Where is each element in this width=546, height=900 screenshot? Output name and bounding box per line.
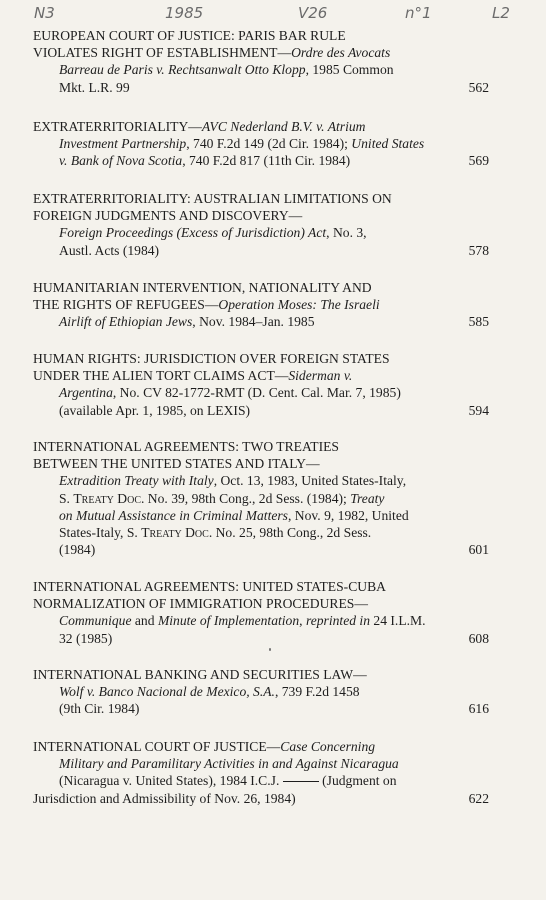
document-name: Communique: [59, 613, 132, 629]
entry-title: HUMANITARIAN INTERVENTION, NATIONALITY AND: [33, 280, 372, 295]
page-number: 601: [468, 542, 489, 558]
page-number: 594: [468, 402, 489, 418]
toc-entry[interactable]: [33, 438, 489, 558]
citation: No. 39, 98th Cong., 2d Sess. (1984);: [144, 490, 351, 506]
case-name: Military and Paramilitary Activities in and Against Nicaragua: [59, 756, 399, 772]
citation: 32 (1985): [59, 630, 113, 646]
citation: (Nicaragua v. United States), 1984 I.C.J.: [59, 773, 283, 789]
citation: S.: [59, 490, 74, 506]
case-name: Airlift of Ethiopian Jews: [59, 314, 193, 330]
toc-entry[interactable]: [33, 279, 489, 331]
citation: , 739 F.2d 1458: [274, 684, 360, 700]
toc-entry[interactable]: [33, 190, 489, 259]
handwritten-note: N3: [34, 4, 55, 22]
citation: States-Italy, S.: [59, 525, 142, 541]
case-name: v. Bank of Nova Scotia: [59, 153, 183, 169]
entry-title: NORMALIZATION OF IMMIGRATION PROCEDURES—: [33, 596, 368, 612]
entry-title: INTERNATIONAL AGREEMENTS: TWO TREATIES: [33, 439, 339, 454]
toc-entry[interactable]: [33, 738, 489, 807]
entry-title: HUMAN RIGHTS: JURISDICTION OVER FOREIGN STATES: [33, 351, 390, 366]
citation: , Nov. 9, 1982, United: [287, 507, 409, 523]
case-name: Barreau de Paris v. Rechtsanwalt Otto Klopp: [59, 62, 306, 78]
page-number: 585: [468, 314, 489, 330]
citation: Mkt. L.R. 99: [59, 79, 130, 95]
entry-title: EUROPEAN COURT OF JUSTICE: PARIS BAR RULE: [33, 28, 346, 43]
entry-title: EXTRATERRITORIALITY—: [33, 119, 202, 134]
toc-entry[interactable]: [33, 350, 489, 419]
citation: , 740 F.2d 149 (2d Cir. 1984);: [186, 136, 352, 152]
entry-title: THE RIGHTS OF REFUGEES—: [33, 297, 219, 313]
case-name: Investment Partnership: [59, 136, 187, 152]
page-number: 616: [468, 701, 489, 717]
page-number: 562: [468, 79, 489, 95]
case-name: Operation Moses: The Israeli: [218, 297, 380, 313]
statute-name: Foreign Proceedings (Excess of Jurisdiction) Act: [59, 225, 327, 241]
entry-title: VIOLATES RIGHT OF ESTABLISHMENT—: [33, 45, 292, 61]
page-number: 569: [468, 153, 489, 169]
handwritten-note: V26: [298, 4, 328, 22]
citation: , No. CV 82-1772-RMT (D. Cent. Cal. Mar. 7, 1985): [112, 385, 401, 401]
citation: , 1985 Common: [305, 62, 394, 78]
citation: Treaty Doc.: [141, 525, 213, 541]
case-name: Siderman v.: [288, 368, 353, 384]
citation: (1984): [59, 542, 96, 558]
citation-blank-line: [283, 781, 319, 782]
toc-entry[interactable]: [33, 27, 489, 96]
citation: and: [131, 613, 158, 629]
case-name: Argentina: [59, 385, 113, 401]
entry-title: INTERNATIONAL AGREEMENTS: UNITED STATES-CUBA: [33, 579, 386, 594]
treaty-name: Extradition Treaty with Italy: [59, 473, 214, 489]
toc-entry[interactable]: [33, 578, 489, 647]
citation: ,: [299, 613, 306, 629]
citation: , 740 F.2d 817 (11th Cir. 1984): [182, 153, 351, 169]
entry-title: UNDER THE ALIEN TORT CLAIMS ACT—: [33, 368, 289, 384]
citation: No. 25, 98th Cong., 2d Sess.: [212, 525, 372, 541]
case-name: AVC Nederland B.V. v. Atrium: [201, 119, 366, 134]
citation: , Oct. 13, 1983, United States-Italy,: [213, 473, 407, 489]
citation: 24 I.L.M.: [370, 613, 426, 629]
handwritten-annotations: [0, 2, 546, 28]
document-name: Minute of Implementation: [157, 613, 300, 629]
citation: , No. 3,: [326, 225, 367, 241]
citation: Treaty Doc.: [73, 490, 145, 506]
page-number: 578: [468, 242, 489, 258]
handwritten-note: L2: [492, 4, 510, 22]
case-name: Ordre des Avocats: [291, 45, 391, 61]
handwritten-note: n°1: [405, 4, 432, 22]
entry-title: INTERNATIONAL COURT OF JUSTICE—: [33, 739, 281, 754]
treaty-name: on Mutual Assistance in Criminal Matters: [59, 507, 288, 523]
case-name: Case Concerning: [280, 739, 376, 754]
handwritten-note: 1985: [165, 4, 204, 22]
case-name: United States: [351, 136, 425, 152]
entry-title: BETWEEN THE UNITED STATES AND ITALY—: [33, 456, 320, 472]
citation-signal: reprinted in: [305, 613, 370, 629]
case-name: Wolf v. Banco Nacional de Mexico, S.A.: [59, 684, 275, 700]
entry-title: FOREIGN JUDGMENTS AND DISCOVERY—: [33, 208, 303, 224]
citation: (9th Cir. 1984): [59, 701, 140, 717]
citation: Jurisdiction and Admissibility of Nov. 26, 1984): [33, 790, 296, 806]
toc-entry[interactable]: [33, 666, 489, 718]
citation: (available Apr. 1, 1985, on LEXIS): [59, 402, 251, 418]
citation: Austl. Acts (1984): [59, 242, 160, 258]
paper-speck: [269, 648, 271, 651]
page-number: 608: [468, 630, 489, 646]
toc-entry[interactable]: [33, 118, 489, 170]
treaty-name: Treaty: [350, 490, 385, 506]
entry-title: EXTRATERRITORIALITY: AUSTRALIAN LIMITATIONS ON: [33, 191, 392, 206]
entry-title: INTERNATIONAL BANKING AND SECURITIES LAW—: [33, 667, 367, 682]
citation: , Nov. 1984–Jan. 1985: [192, 314, 315, 330]
citation: (Judgment on: [318, 773, 397, 789]
page-number: 622: [468, 790, 489, 806]
